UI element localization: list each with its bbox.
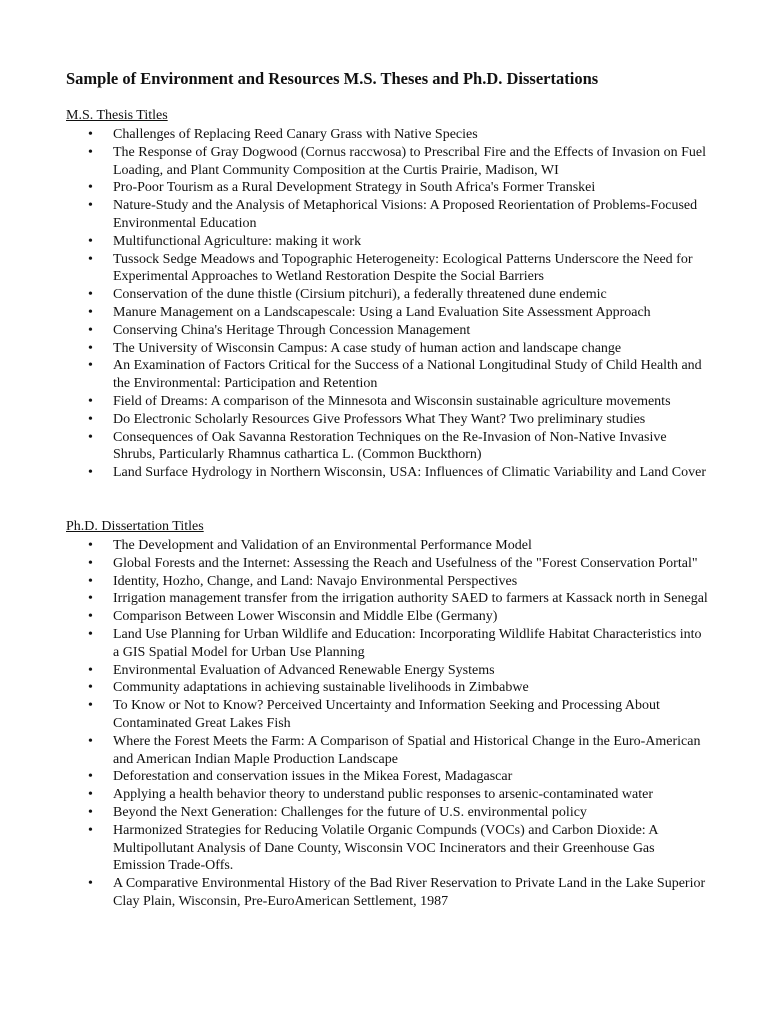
list-item: • Environmental Evaluation of Advanced Renewable Energy Systems: [88, 662, 708, 680]
list-item: • The University of Wisconsin Campus: A case study of human action and landscape change: [88, 340, 708, 358]
list-item: • Nature-Study and the Analysis of Metaphorical Visions: A Proposed Reorientation of Problems-Focused Environmental Education: [88, 197, 708, 233]
list-item: • Global Forests and the Internet: Assessing the Reach and Usefulness of the "Forest Conservation Portal": [88, 555, 708, 573]
list-item: • Community adaptations in achieving sustainable livelihoods in Zimbabwe: [88, 679, 708, 697]
phd-dissertation-list: [88, 537, 708, 911]
ms-thesis-list: [88, 126, 708, 482]
list-item: • Consequences of Oak Savanna Restoration Techniques on the Re-Invasion of Non-Native Invasive Shrubs, Particularly Rhamnus cathartica L. (Common Buckthorn): [88, 429, 708, 465]
list-item: • Multifunctional Agriculture: making it work: [88, 233, 708, 251]
list-item: • Do Electronic Scholarly Resources Give Professors What They Want? Two preliminary studies: [88, 411, 708, 429]
list-item: • Field of Dreams: A comparison of the Minnesota and Wisconsin sustainable agriculture movements: [88, 393, 708, 411]
list-item: • Irrigation management transfer from the irrigation authority SAED to farmers at Kassack north in Senegal: [88, 590, 708, 608]
list-item: • Land Surface Hydrology in Northern Wisconsin, USA: Influences of Climatic Variability and Land Cover: [88, 464, 708, 482]
list-item: • Pro-Poor Tourism as a Rural Development Strategy in South Africa's Former Transkei: [88, 179, 708, 197]
page-title: Sample of Environment and Resources M.S. Theses and Ph.D. Dissertations: [66, 69, 599, 88]
list-item: • Beyond the Next Generation: Challenges for the future of U.S. environmental policy: [88, 804, 708, 822]
list-item: • Applying a health behavior theory to understand public responses to arsenic-contaminated water: [88, 786, 708, 804]
list-item: • Tussock Sedge Meadows and Topographic Heterogeneity: Ecological Patterns Underscore the Need for Experimental Approaches to Wetland Restoration Despite the Social Barriers: [88, 251, 708, 287]
list-item: • Harmonized Strategies for Reducing Volatile Organic Compunds (VOCs) and Carbon Dioxide: A Multipollutant Analysis of Dane County, Wisconsin VOC Incinerators and their Greenhouse Gas Emission Trade-Offs.: [88, 822, 708, 875]
list-item: • Where the Forest Meets the Farm: A Comparison of Spatial and Historical Change in the Euro-American and American Indian Maple Production Landscape: [88, 733, 708, 769]
list-item: • Deforestation and conservation issues in the Mikea Forest, Madagascar: [88, 768, 708, 786]
list-item: • Land Use Planning for Urban Wildlife and Education: Incorporating Wildlife Habitat Characteristics into a GIS Spatial Model for Urban Use Planning: [88, 626, 708, 662]
list-item: • Manure Management on a Landscapescale: Using a Land Evaluation Site Assessment Approach: [88, 304, 708, 322]
ms-section-heading: M.S. Thesis Titles: [66, 108, 168, 123]
list-item: • The Development and Validation of an Environmental Performance Model: [88, 537, 708, 555]
list-item: • Conserving China's Heritage Through Concession Management: [88, 322, 708, 340]
phd-section-heading: Ph.D. Dissertation Titles: [66, 519, 204, 534]
list-item: • A Comparative Environmental History of the Bad River Reservation to Private Land in the Lake Superior Clay Plain, Wisconsin, Pre-EuroAmerican Settlement, 1987: [88, 875, 708, 911]
list-item: • The Response of Gray Dogwood (Cornus raccwosa) to Prescribal Fire and the Effects of Invasion on Fuel Loading, and Plant Community Composition at the Curtis Prairie, Madison, WI: [88, 144, 708, 180]
list-item: • Identity, Hozho, Change, and Land: Navajo Environmental Perspectives: [88, 573, 708, 591]
list-item: • Comparison Between Lower Wisconsin and Middle Elbe (Germany): [88, 608, 708, 626]
list-item: • To Know or Not to Know? Perceived Uncertainty and Information Seeking and Processing About Contaminated Great Lakes Fish: [88, 697, 708, 733]
list-item: • Conservation of the dune thistle (Cirsium pitchuri), a federally threatened dune endemic: [88, 286, 708, 304]
list-item: • An Examination of Factors Critical for the Success of a National Longitudinal Study of Child Health and the Environmental: Participation and Retention: [88, 357, 708, 393]
list-item: • Challenges of Replacing Reed Canary Grass with Native Species: [88, 126, 708, 144]
